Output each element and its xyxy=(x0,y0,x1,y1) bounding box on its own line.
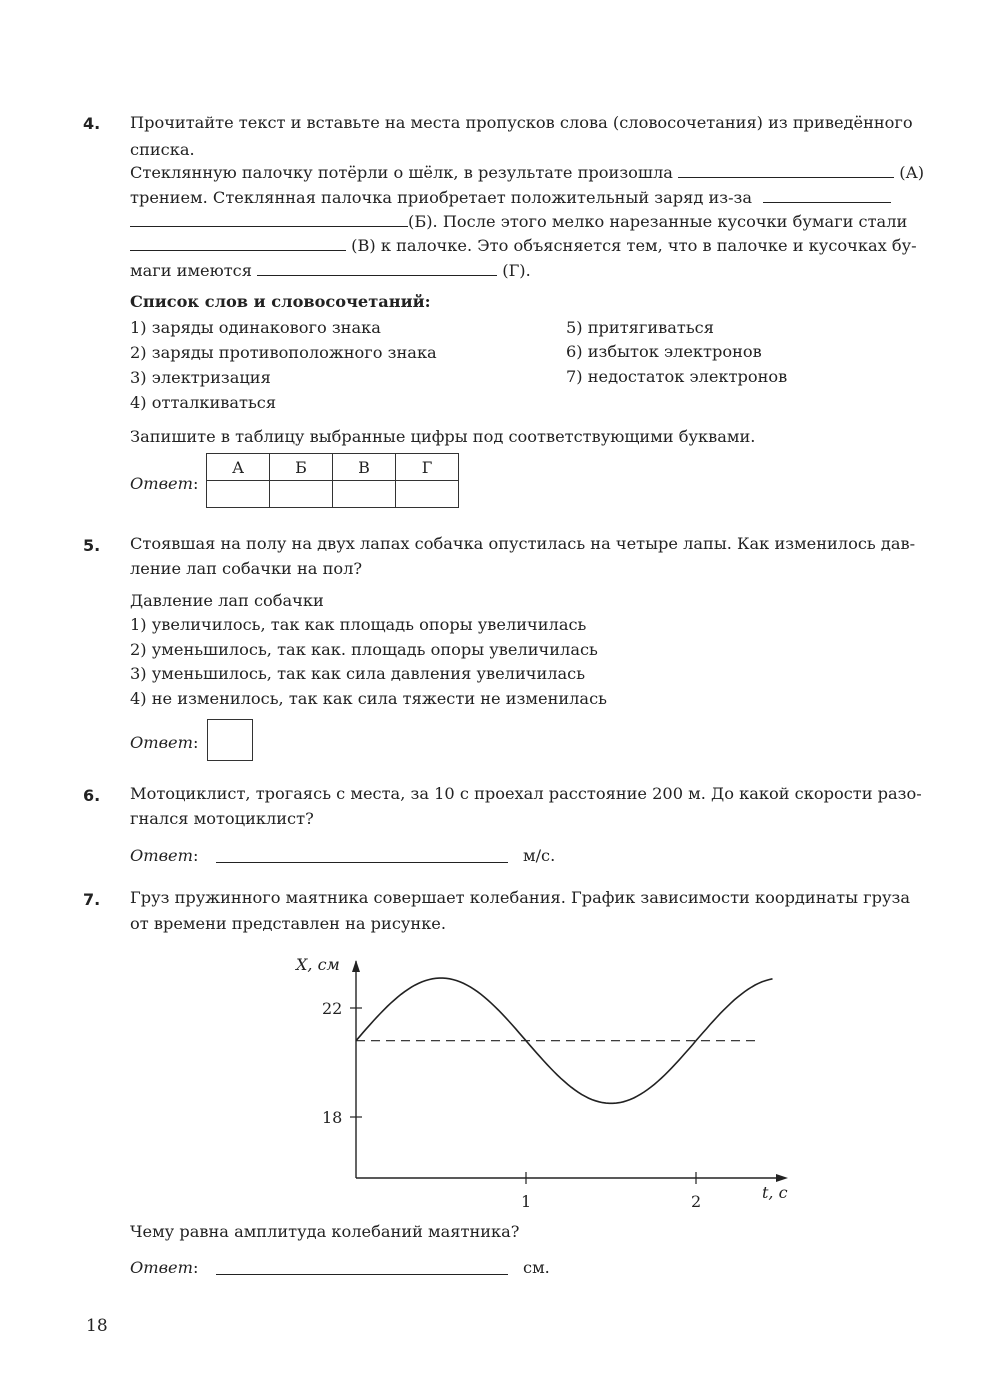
blank-g-label: (Г). xyxy=(502,261,531,280)
task5-lead: Давление лап собачки xyxy=(130,591,324,610)
word-option: 2) заряды противоположного знака xyxy=(130,343,437,362)
page-number: 18 xyxy=(86,1316,108,1336)
task7-number: 7. xyxy=(83,890,101,909)
task7-question-line1: Груз пружинного маятника совершает колебания. График зависимости координаты груза xyxy=(130,888,910,907)
task7-unit: см. xyxy=(523,1258,550,1277)
text-fragment: Стеклянную палочку потёрли о шёлк, в результате произошла xyxy=(130,163,673,182)
answer-word: Ответ xyxy=(130,733,193,752)
table-header-a: А xyxy=(207,454,270,481)
task6-number: 6. xyxy=(83,786,101,805)
x-tick-label-1: 1 xyxy=(521,1192,532,1211)
y-axis-arrow xyxy=(352,960,360,972)
task7-answer-field[interactable] xyxy=(216,1260,508,1275)
task5-number: 5. xyxy=(83,536,101,555)
task4-intro-line2: списка. xyxy=(130,140,195,159)
blank-v-label: (В) к палочке. Это объясняется тем, что в палочке и кусочках бу- xyxy=(351,236,917,255)
word-option: 6) избыток электронов xyxy=(566,342,762,361)
task4-intro-line1: Прочитайте текст и вставьте на места пропусков слова (словосочетания) из приведённого xyxy=(130,113,913,132)
word-option: 1) заряды одинакового знака xyxy=(130,318,381,337)
task5-option: 3) уменьшилось, так как сила давления увеличилась xyxy=(130,664,586,683)
word-option: 4) отталкиваться xyxy=(130,393,277,412)
task5-question-line2: ление лап собачки на пол? xyxy=(130,559,363,578)
task5-question-line1: Стоявшая на полу на двух лапах собачка опустилась на четыре лапы. Как изменилось дав- xyxy=(130,534,916,553)
task5-option: 1) увеличилось, так как площадь опоры увеличилась xyxy=(130,615,587,634)
colon: : xyxy=(192,733,199,752)
y-tick-label-22: 22 xyxy=(322,999,343,1018)
word-option: 3) электризация xyxy=(130,368,271,387)
y-tick-label-18: 18 xyxy=(322,1108,343,1127)
table-header-g: Г xyxy=(396,454,459,481)
colon: : xyxy=(192,474,199,493)
answer-word: Ответ xyxy=(130,846,193,865)
y-axis-label: X, см xyxy=(296,955,340,974)
word-option: 5) притягиваться xyxy=(566,318,714,337)
task6-question-line2: гнался мотоциклист? xyxy=(130,809,314,828)
task7-answer-label xyxy=(130,1258,198,1277)
task5-option: 2) уменьшилось, так как. площадь опоры увеличилась xyxy=(130,640,598,659)
answer-word: Ответ xyxy=(130,1258,193,1277)
blank-b-label: (Б). После этого мелко нарезанные кусочки бумаги стали xyxy=(408,212,908,231)
colon: : xyxy=(192,1258,199,1277)
table-header-v: В xyxy=(333,454,396,481)
blank-a-label: (А) xyxy=(899,163,925,182)
colon: : xyxy=(192,846,199,865)
x-axis-label: t, с xyxy=(762,1183,788,1202)
word-option: 7) недостаток электронов xyxy=(566,367,788,386)
task7-question-line2: от времени представлен на рисунке. xyxy=(130,914,447,933)
answer-word: Ответ xyxy=(130,474,193,493)
task4-instruction: Запишите в таблицу выбранные цифры под соответствующими буквами. xyxy=(130,427,756,446)
text-fragment: трением. Стеклянная палочка приобретает положительный заряд из-за xyxy=(130,188,753,207)
x-tick-label-2: 2 xyxy=(691,1192,702,1211)
word-list-title: Список слов и словосочетаний: xyxy=(130,292,431,311)
task6-unit: м/с. xyxy=(523,846,556,865)
task7-question: Чему равна амплитуда колебаний маятника? xyxy=(130,1222,520,1241)
task6-question-line1: Мотоциклист, трогаясь с места, за 10 с проехал расстояние 200 м. До какой скорости разо- xyxy=(130,784,922,803)
table-header-b: Б xyxy=(270,454,333,481)
text-fragment: маги имеются xyxy=(130,261,252,280)
task4-number: 4. xyxy=(83,114,101,133)
task5-option: 4) не изменилось, так как сила тяжести не изменилась xyxy=(130,689,607,708)
x-axis-arrow xyxy=(776,1174,788,1182)
